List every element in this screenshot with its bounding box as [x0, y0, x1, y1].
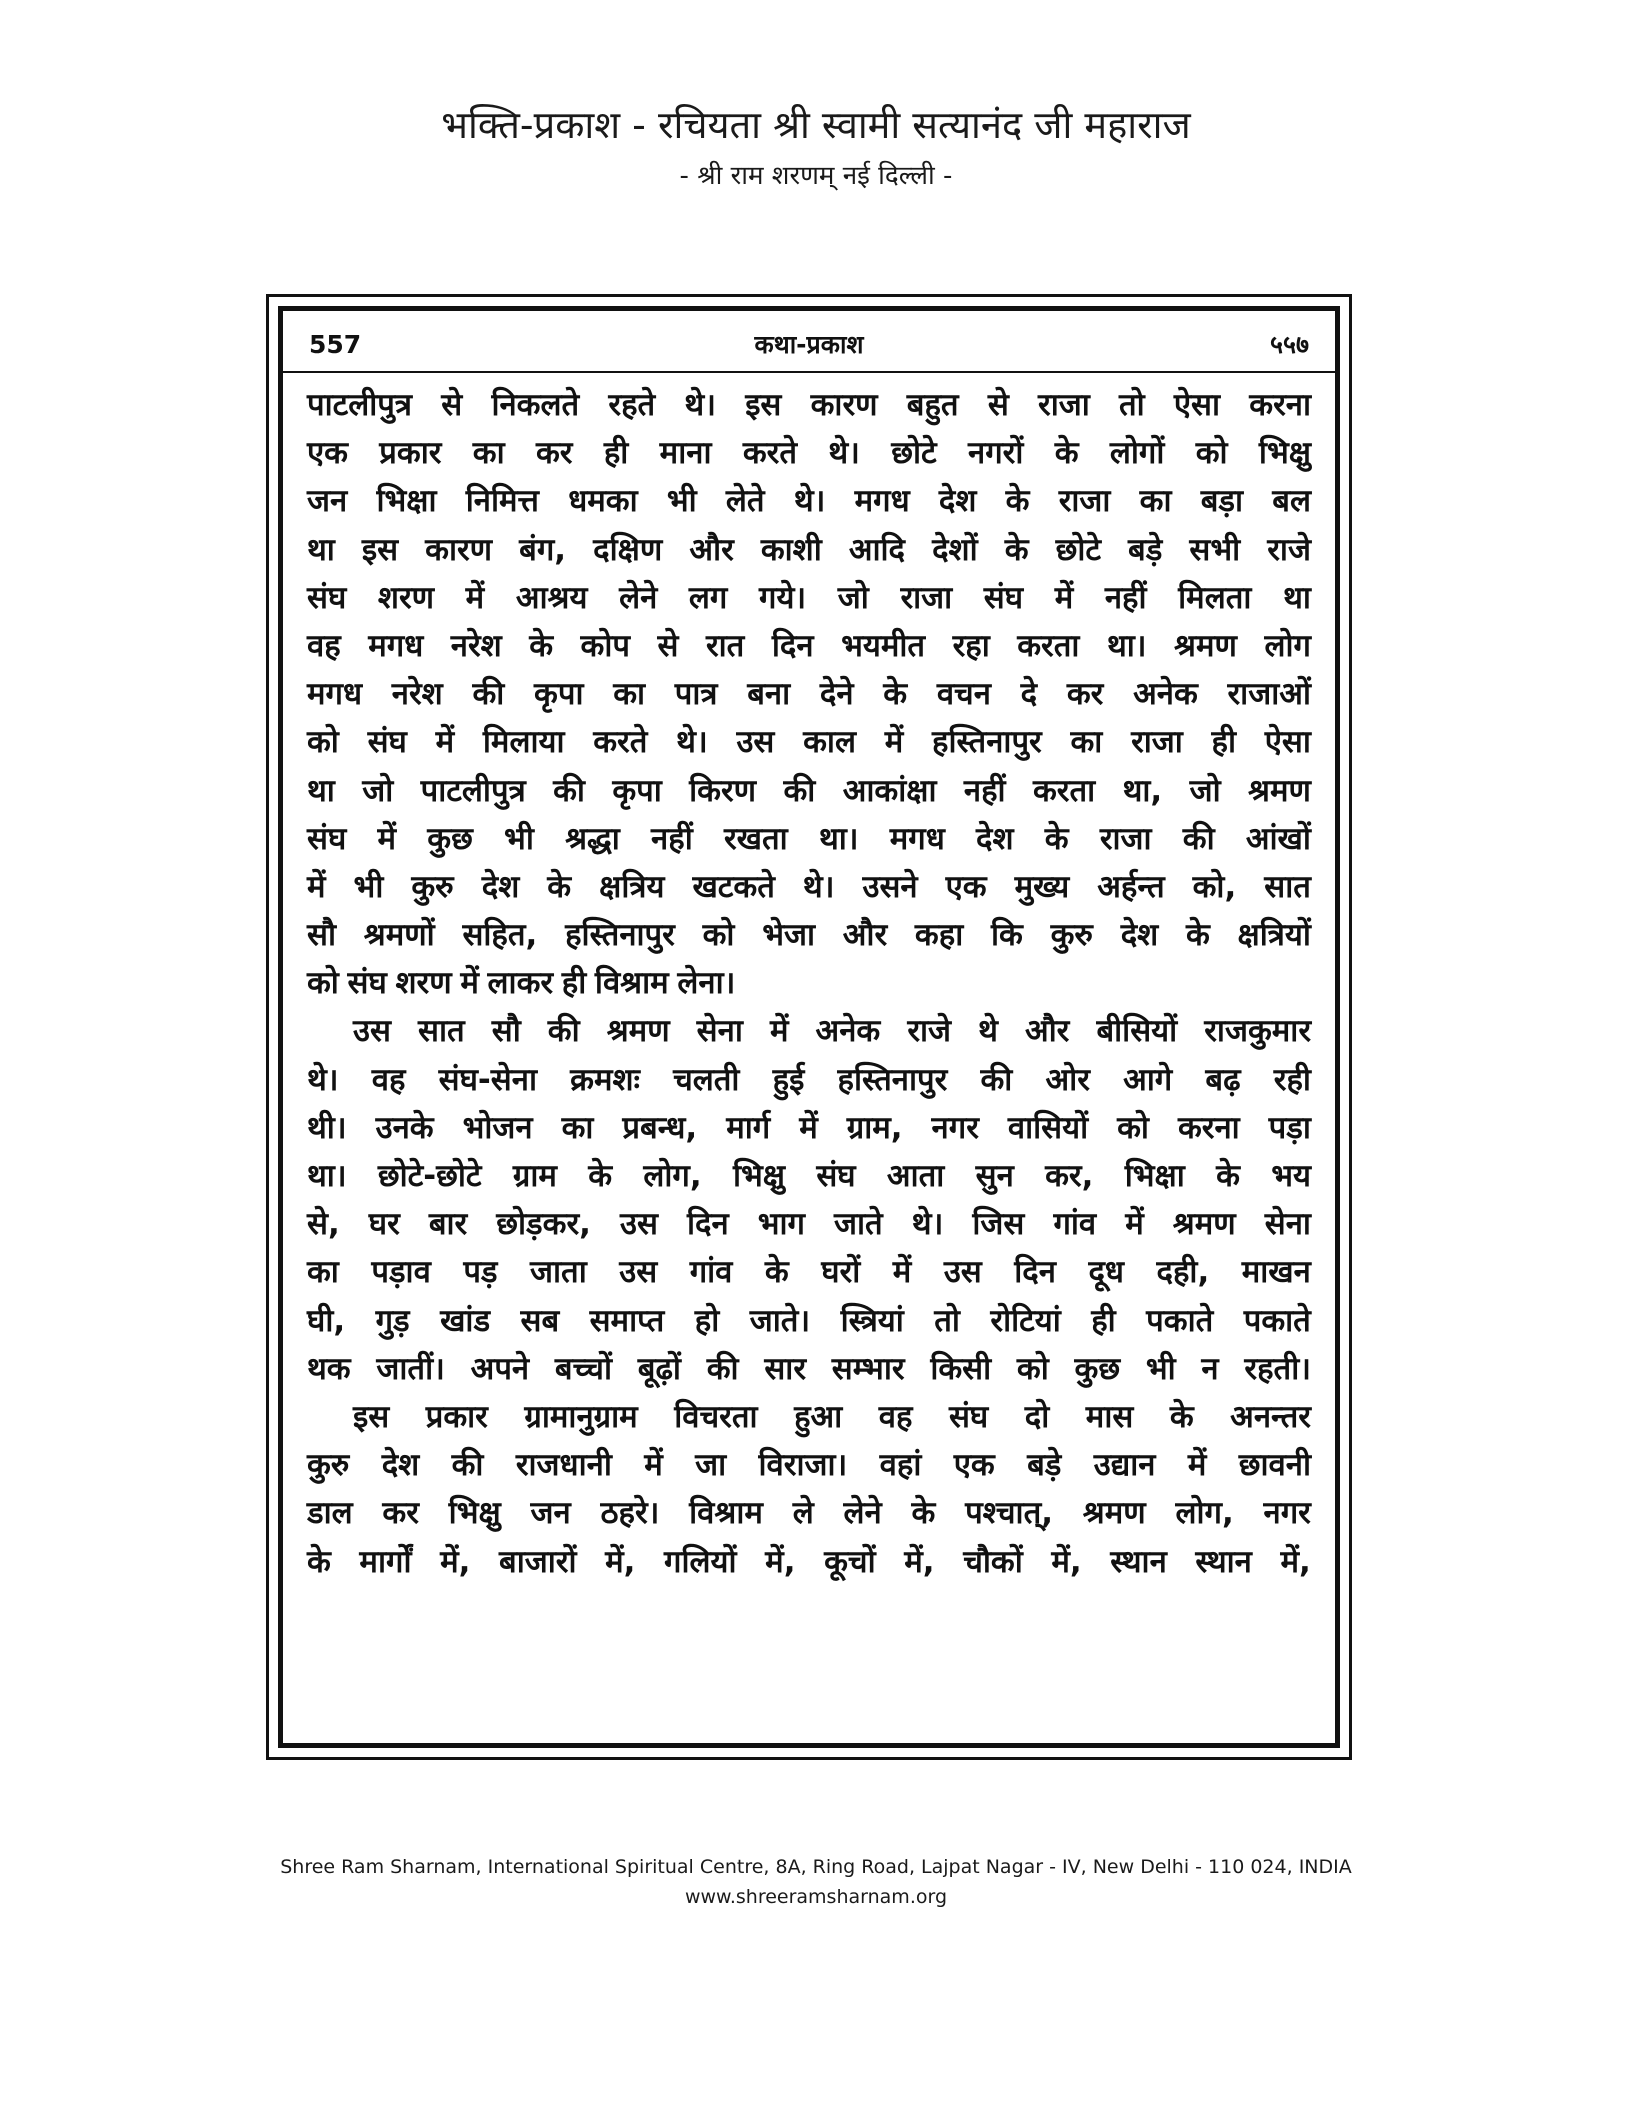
body-line: डाल कर भिक्षु जन ठहरे। विश्राम ले लेने के पश्चात्, श्रमण लोग, नगर: [307, 1495, 1311, 1532]
body-line: वह मगध नरेश के कोप से रात दिन भयमीत रहा करता था। श्रमण लोग: [307, 627, 1311, 664]
body-line: इस प्रकार ग्रामानुग्राम विचरता हुआ वह संघ दो मास के अनन्तर: [353, 1398, 1311, 1435]
document-header: [0, 100, 1632, 196]
body-line: से, घर बार छोड़कर, उस दिन भाग जाते थे। जिस गांव में श्रमण सेना: [307, 1206, 1311, 1243]
body-text: [307, 381, 1311, 1586]
body-line: के मार्गों में, बाजारों में, गलियों में, कूचों में, चौकों में, स्थान स्थान में,: [307, 1543, 1311, 1580]
footer-website: www.shreeramsharnam.org: [684, 1886, 948, 1908]
page-number-devanagari: ५५७: [1269, 330, 1309, 359]
section-title: कथा-प्रकाश: [754, 330, 864, 359]
body-line: एक प्रकार का कर ही माना करते थे। छोटे नगरों के लोगों को भिक्षु: [307, 435, 1311, 472]
body-line: सौ श्रमणों सहित, हस्तिनापुर को भेजा और कहा कि कुरु देश के क्षत्रियों: [307, 917, 1311, 954]
body-line: संघ में कुछ भी श्रद्धा नहीं रखता था। मगध देश के राजा की आंखों: [307, 820, 1311, 857]
running-head: [309, 325, 1309, 365]
footer-address: Shree Ram Sharnam, International Spiritual Centre, 8A, Ring Road, Lajpat Nagar - IV, New Delhi - 110 024, INDIA: [280, 1856, 1352, 1878]
body-line: संघ शरण में आश्रय लेने लग गये। जो राजा संघ में नहीं मिलता था: [307, 579, 1311, 616]
body-line: का पड़ाव पड़ जाता उस गांव के घरों में उस दिन दूध दही, माखन: [307, 1254, 1311, 1291]
body-line: था। छोटे-छोटे ग्राम के लोग, भिक्षु संघ आता सुन कर, भिक्षा के भय: [307, 1158, 1311, 1194]
document-subtitle: - श्री राम शरणम् नई दिल्ली -: [679, 161, 953, 191]
body-line: में भी कुरु देश के क्षत्रिय खटकते थे। उसने एक मुख्य अर्हन्त को, सात: [307, 868, 1311, 905]
body-line: उस सात सौ की श्रमण सेना में अनेक राजे थे और बीसियों राजकुमार: [353, 1013, 1311, 1050]
body-line: था जो पाटलीपुत्र की कृपा किरण की आकांक्षा नहीं करता था, जो श्रमण: [307, 772, 1311, 809]
document-title: भक्ति-प्रकाश - रचियता श्री स्वामी सत्यानंद जी महाराज: [441, 103, 1191, 147]
body-line: जन भिक्षा निमित्त धमका भी लेते थे। मगध देश के राजा का बड़ा बल: [307, 483, 1311, 520]
body-line: मगध नरेश की कृपा का पात्र बना देने के वचन दे कर अनेक राजाओं: [307, 676, 1311, 713]
header-divider: [283, 371, 1335, 373]
body-line: थे। वह संघ-सेना क्रमशः चलती हुई हस्तिनापुर की ओर आगे बढ़ रही: [307, 1061, 1311, 1098]
body-line: था इस कारण बंग, दक्षिण और काशी आदि देशों के छोटे बड़े सभी राजे: [307, 531, 1311, 568]
page-frame: [266, 294, 1352, 1760]
body-line: को संघ में मिलाया करते थे। उस काल में हस्तिनापुर का राजा ही ऐसा: [307, 724, 1311, 761]
body-line: घी, गुड़ खांड सब समाप्त हो जाते। स्त्रियां तो रोटियां ही पकाते पकाते: [307, 1302, 1311, 1339]
page-frame-inner: [278, 306, 1340, 1748]
body-line: पाटलीपुत्र से निकलते रहते थे। इस कारण बहुत से राजा तो ऐसा करना: [307, 387, 1311, 423]
body-line: थक जातीं। अपने बच्चों बूढ़ों की सार सम्भार किसी को कुछ भी न रहती।: [307, 1350, 1311, 1387]
body-line: कुरु देश की राजधानी में जा विराजा। वहां एक बड़े उद्यान में छावनी: [307, 1447, 1311, 1484]
body-line: को संघ शरण में लाकर ही विश्राम लेना।: [307, 965, 736, 1002]
body-line: थी। उनके भोजन का प्रबन्ध, मार्ग में ग्राम, नगर वासियों को करना पड़ा: [307, 1109, 1311, 1146]
page-number-arabic: 557: [309, 330, 362, 359]
document-footer: [0, 1852, 1632, 1912]
